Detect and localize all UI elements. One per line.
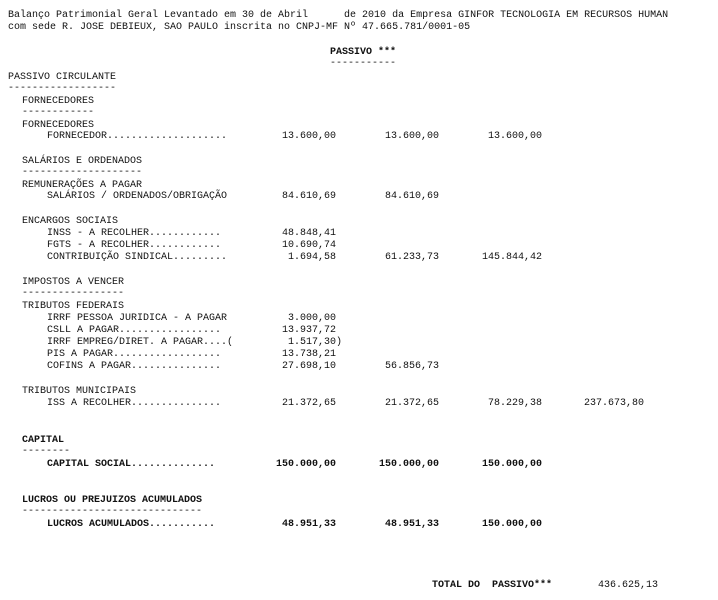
circulante-title: PASSIVO CIRCULANTE <box>8 72 117 83</box>
lucros-acumulados-label: LUCROS ACUMULADOS........... <box>47 519 216 530</box>
fgts-c1: 10.690,74 <box>281 240 336 251</box>
total-label: TOTAL DO PASSIVO*** <box>432 580 553 591</box>
irrf-c1: 1.517,30) <box>287 337 342 348</box>
impostos-underline: ----------------- <box>22 288 125 299</box>
capital-social-label: CAPITAL SOCIAL.............. <box>47 459 216 470</box>
cofins-label: COFINS A PAGAR............... <box>47 361 222 372</box>
passivo-underline: ----------- <box>330 58 397 69</box>
lucros-c2: 48.951,33 <box>384 519 439 530</box>
fornecedores-underline: ------------ <box>22 107 95 118</box>
pis-c1: 13.738,21 <box>281 349 336 360</box>
salarios-c2: 84.610,69 <box>384 191 439 202</box>
pis-label: PIS A PAGAR.................. <box>47 349 222 360</box>
inss-label: INSS - A RECOLHER............ <box>47 228 222 239</box>
fgts-label: FGTS - A RECOLHER............ <box>47 240 222 251</box>
irrf-label: IRRF EMPREG/DIRET. A PAGAR....( <box>47 337 234 348</box>
salarios-c1: 84.610,69 <box>281 191 336 202</box>
fornecedor-c3: 13.600,00 <box>487 131 542 142</box>
irpj-label: IRRF PESSOA JURIDICA - A PAGAR <box>47 313 228 324</box>
impostos-group: IMPOSTOS A VENCER <box>22 277 125 288</box>
salarios-group: SALÁRIOS E ORDENADOS <box>22 156 143 167</box>
contrib-c1: 1.694,58 <box>287 252 336 263</box>
encargos-subgroup: ENCARGOS SOCIAIS <box>22 216 119 227</box>
municipais-subgroup: TRIBUTOS MUNICIPAIS <box>22 386 137 397</box>
cofins-c1: 27.698,10 <box>281 361 336 372</box>
remuneracoes-subgroup: REMUNERAÇÕES A PAGAR <box>22 180 143 191</box>
lucros-c1: 48.951,33 <box>281 519 336 530</box>
iss-c4: 237.673,80 <box>583 398 644 409</box>
fornecedores-group: FORNECEDORES <box>22 96 95 107</box>
federais-subgroup: TRIBUTOS FEDERAIS <box>22 301 125 312</box>
header-line-1: Balanço Patrimonial Geral Levantado em 30 de Abril de 2010 da Empresa GINFOR TECNOLOGIA EM RECURSOS HUMAN <box>8 10 669 21</box>
salarios-label: SALÁRIOS / ORDENADOS/OBRIGAÇÃO <box>47 191 228 202</box>
iss-label: ISS A RECOLHER............... <box>47 398 222 409</box>
salarios-underline: -------------------- <box>22 167 143 178</box>
iss-c3: 78.229,38 <box>487 398 542 409</box>
capital-c3: 150.000,00 <box>481 459 542 470</box>
total-value: 436.625,13 <box>597 580 658 591</box>
inss-c1: 48.848,41 <box>281 228 336 239</box>
contrib-c3: 145.844,42 <box>481 252 542 263</box>
lucros-underline: ------------------------------ <box>22 506 203 517</box>
capital-c1: 150.000,00 <box>275 459 336 470</box>
csll-c1: 13.937,72 <box>281 325 336 336</box>
capital-underline: -------- <box>22 446 71 457</box>
fornecedor-c2: 13.600,00 <box>384 131 439 142</box>
fornecedores-subgroup: FORNECEDORES <box>22 120 95 131</box>
capital-c2: 150.000,00 <box>378 459 439 470</box>
passivo-title: PASSIVO *** <box>330 47 397 58</box>
cofins-c2: 56.856,73 <box>384 361 439 372</box>
contrib-label: CONTRIBUIÇÃO SINDICAL......... <box>47 252 228 263</box>
lucros-c3: 150.000,00 <box>481 519 542 530</box>
circulante-underline: ------------------ <box>8 83 117 94</box>
contrib-c2: 61.233,73 <box>384 252 439 263</box>
csll-label: CSLL A PAGAR................. <box>47 325 222 336</box>
lucros-title: LUCROS OU PREJUIZOS ACUMULADOS <box>22 495 203 506</box>
header-line-2: com sede R. JOSE DEBIEUX, SAO PAULO inscrita no CNPJ-MF Nº 47.665.781/0001-05 <box>8 22 471 33</box>
fornecedor-c1: 13.600,00 <box>281 131 336 142</box>
fornecedor-label: FORNECEDOR.................... <box>47 131 228 142</box>
iss-c2: 21.372,65 <box>384 398 439 409</box>
iss-c1: 21.372,65 <box>281 398 336 409</box>
capital-title: CAPITAL <box>22 435 65 446</box>
irpj-c1: 3.000,00 <box>287 313 336 324</box>
